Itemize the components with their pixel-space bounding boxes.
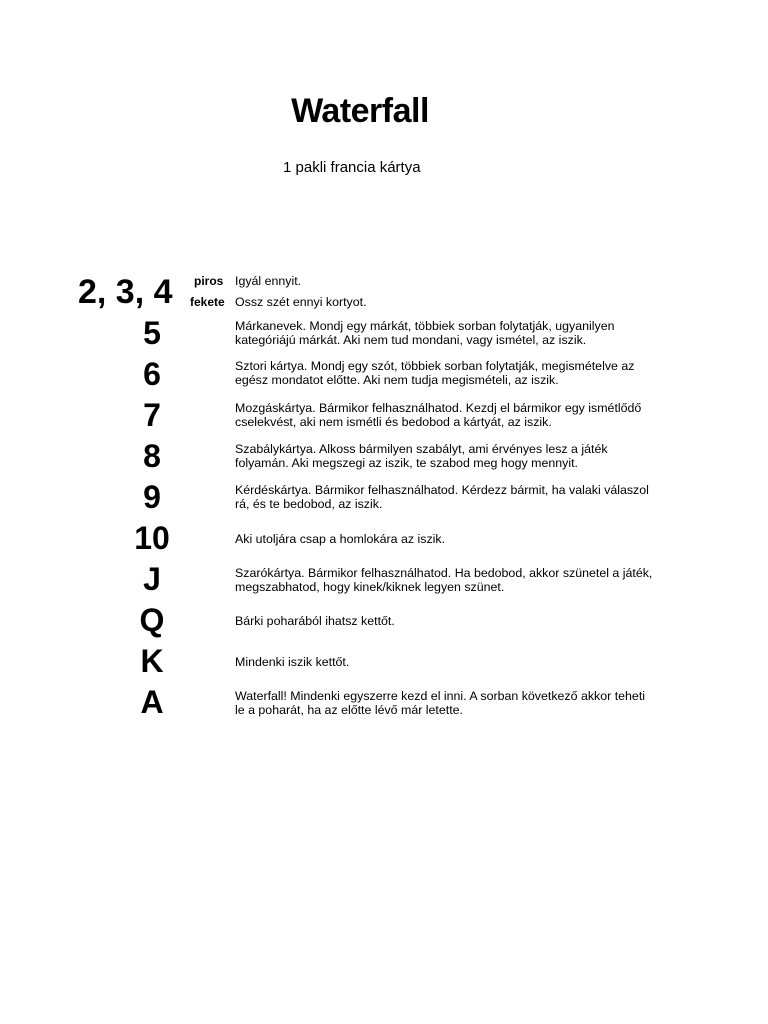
red-label: piros [194, 274, 224, 288]
rule-desc-10: Aki utoljára csap a homlokára az iszik. [235, 532, 446, 546]
rank-10: 10 [134, 520, 170, 556]
black-label: fekete [190, 295, 225, 309]
rule-desc-k: Mindenki iszik kettőt. [235, 655, 350, 669]
rank-q: Q [139, 602, 165, 638]
rank-5: 5 [143, 315, 161, 351]
page-subtitle: 1 pakli francia kártya [283, 159, 421, 176]
rank-k: K [140, 643, 164, 679]
rule-desc-red: Igyál ennyit. [235, 274, 302, 288]
rule-desc-black: Ossz szét ennyi kortyot. [235, 295, 367, 309]
rule-desc-q: Bárki poharából ihatsz kettőt. [235, 614, 395, 628]
rank-6: 6 [143, 356, 161, 392]
rule-desc-a: Waterfall! Mindenki egyszerre kezd el inni. A sorban következő akkor teheti le a poharát, ha az előtte lévő már letette. [235, 689, 646, 717]
rank-j: J [143, 561, 161, 597]
rank-9: 9 [143, 479, 161, 515]
rule-desc-7: Mozgáskártya. Bármikor felhasználhatod. Kezdj el bármikor egy ismétlődő cselekvést, aki nem ismétli és bedobod a kártyát, az iszik. [235, 401, 642, 429]
rank-8: 8 [143, 438, 161, 474]
rank-7: 7 [143, 397, 161, 433]
rule-desc-j: Szarókártya. Bármikor felhasználhatod. Ha bedobod, akkor szünetel a játék, megszabhatod, hogy kinek/kiknek legyen szünet. [235, 566, 653, 594]
rank-a: A [140, 684, 164, 720]
rule-desc-6: Sztori kártya. Mondj egy szót, többiek sorban folytatják, megismételve az egész mondatot előtte. Aki nem tudja megismételi, az iszik. [235, 359, 635, 387]
page-title: Waterfall [291, 92, 429, 130]
rank-2-3-4: 2, 3, 4 [78, 273, 173, 311]
rule-desc-8: Szabálykártya. Alkoss bármilyen szabályt, ami érvényes lesz a játék folyamán. Aki megszegi az iszik, te szabod meg hogy mennyit. [235, 442, 608, 470]
rule-desc-5: Márkanevek. Mondj egy márkát, többiek sorban folytatják, ugyanilyen kategóriájú márkát. Aki nem tud mondani, vagy ismétel, az iszik. [235, 319, 615, 347]
rule-desc-9: Kérdéskártya. Bármikor felhasználhatod. Kérdezz bármit, ha valaki válaszol rá, és te bedobod, az iszik. [235, 483, 649, 511]
